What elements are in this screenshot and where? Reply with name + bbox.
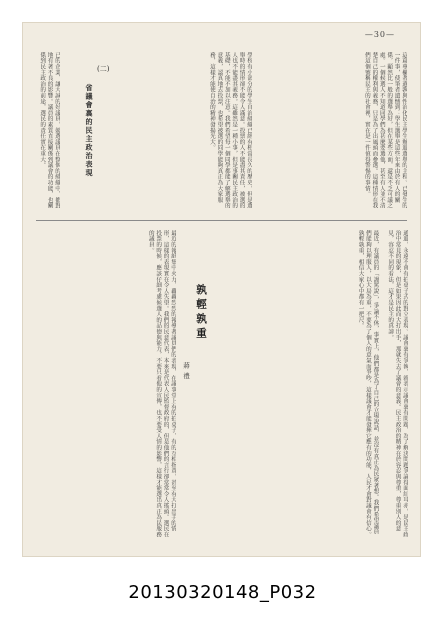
image-caption: 20130320148_P032: [128, 582, 317, 603]
section-number: (二): [97, 65, 110, 73]
bottom-left-text-block: 最近的報紙集中火力，轟轟烈烈的報導著議員們的表現，在議事堂上有的拍桌子，有的互相指責，甚至有大打出手的情形，這樣的表現實在令人失望。我們的民意代表，本來是代表人民監督政府的，但是他們的言行卻常常令人搖頭。選民在投票的時候，應該仔細考慮候選人的品德與能力，不要只看他的宣傳，也不要受人情的影響，這樣才能選出真正為民服務的議員。: [147, 230, 176, 538]
top-left-text-block: 已的企業、謙大誠的好議員，競選議員在整個的組織中，都對地有著不良的影響。議員的素質直接關係到議會的功能，也關係到民主政治的前途，選民的責任實在重大。: [39, 52, 60, 209]
article-title: 孰輕孰重: [195, 284, 207, 342]
page-number: —30—: [364, 30, 395, 39]
article-author: 蔣禮: [182, 362, 190, 383]
section-title: 省議會裏的民主政治表現: [85, 84, 94, 178]
top-middle-text-block: 學校有小部分的學生自治組織已經有相當長久的歷史，但是選舉時的情形卻不能令人滿意。投票的人不能盡其責任，被選的人也不能盡其義務。這雖然是一種小事，但是事關民主政治的基礎，不能不加以注意。我們希望每一個同學都能了解選舉的意義，認真地去投票，也希望被選的同學能夠真正為大家服務，這樣才能使自治的精神發揚光大。: [208, 52, 252, 209]
document-page: [22, 22, 421, 557]
horizontal-divider: [36, 220, 407, 221]
top-right-text-block: 這篇專欄著遺孰與性治化民主學生辦過選舉的主程。已發生的一件事，使筆者遺憾到：學生選舉是這些年來由於有人的關係，顯然比一般的選舉為好，但在某些方面，還是不乏可議之處。一個候選人不知道同學們為甚麼要選他，甚至有人並不清楚自己的權利與義務，只是為了出風頭而參選。這種情形在我們這個號稱民主的社會裡，實在是一件值得警惕的事情。: [363, 52, 407, 209]
article-body: 通過，永遠不會有拍桌子式的對立表現。議會裏有爭執，就表示議會裏有問題，為了解決問題爭論得面紅耳赤，是民主政治中常見的現象，但是如果因此而大打出手，那就失去了議會的意義。民主政治的精神在於容忍與尊重，尊重別人的意見，容忍不同的看法，這才是民主的真諦。 最近，有議員的「謾罵說」，爭論不休，事實上，他們都是為了自己的立場說話，並沒有真正為民眾著想。我們希望議員們能夠以理服人，以大局為重，不要為了個人的意氣而爭吵，這樣議會才能發揮它應有的功能，人民才會對議會有信心。孰輕孰重，相信大家心中都有一把尺。: [357, 230, 408, 538]
